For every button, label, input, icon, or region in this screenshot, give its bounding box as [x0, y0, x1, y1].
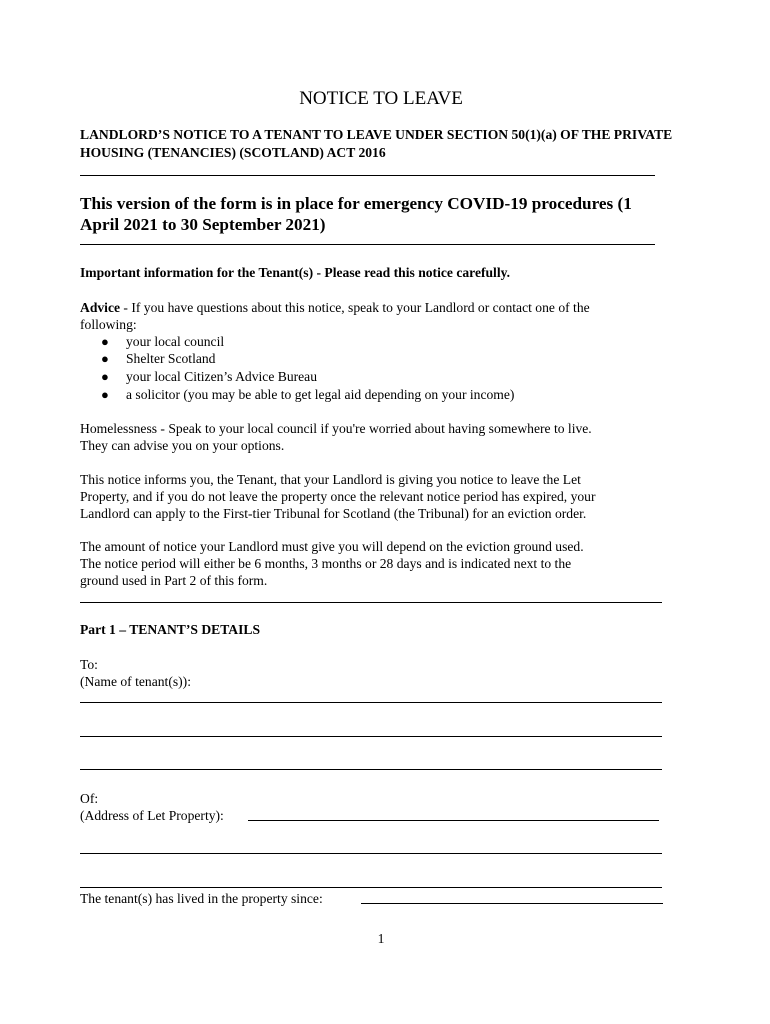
advice-text: - If you have questions about this notice, speak to your Landlord or contact one of the: [120, 300, 590, 315]
tenant-name-line[interactable]: [80, 736, 662, 737]
bullet-icon: ●: [101, 369, 109, 384]
bullet-icon: ●: [101, 334, 109, 349]
bullet-icon: ●: [101, 351, 109, 366]
advice-line: following:: [80, 317, 137, 333]
advice-list-item: your local council: [126, 334, 225, 349]
page-number: 1: [377, 931, 385, 946]
divider: [80, 244, 655, 245]
act-subheading: LANDLORD’S NOTICE TO A TENANT TO LEAVE UNDER SECTION 50(1)(a) OF THE PRIVATE HOUSING (TENANCIES) (SCOTLAND) ACT 2016: [80, 127, 673, 160]
advice-label: Advice: [80, 300, 121, 315]
notice-amount-paragraph: [80, 538, 680, 590]
part1-heading: Part 1 – TENANT’S DETAILS: [80, 622, 261, 637]
tenant-name-line[interactable]: [80, 702, 662, 703]
paragraph-line: Landlord can apply to the First-tier Tribunal for Scotland (the Tribunal) for an eviction order.: [80, 506, 587, 522]
paragraph-line: Property, and if you do not leave the property once the relevant notice period has expired, your: [80, 489, 596, 505]
advice-list-item: Shelter Scotland: [126, 351, 216, 366]
advice-line: [80, 299, 680, 316]
paragraph-line: They can advise you on your options.: [80, 438, 285, 454]
address-line[interactable]: [248, 820, 659, 821]
advice-list-item: a solicitor (you may be able to get legal aid depending on your income): [126, 387, 515, 402]
tenant-name-label: (Name of tenant(s)):: [80, 674, 191, 689]
homelessness-paragraph: [80, 420, 680, 454]
paragraph-line: ground used in Part 2 of this form.: [80, 573, 268, 589]
covid-notice: [80, 193, 680, 235]
notice-info-paragraph: [80, 471, 680, 523]
paragraph-line: The amount of notice your Landlord must give you will depend on the eviction ground used.: [80, 539, 584, 554]
to-label: To:: [80, 657, 98, 672]
advice-list-item: your local Citizen’s Advice Bureau: [126, 369, 318, 384]
paragraph-line: This notice informs you, the Tenant, that your Landlord is giving you notice to leave the Let: [80, 472, 581, 487]
address-line[interactable]: [80, 887, 662, 888]
address-label: (Address of Let Property):: [80, 808, 224, 823]
divider: [80, 175, 655, 176]
paragraph-line: The notice period will either be 6 months, 3 months or 28 days and is indicated next to the: [80, 556, 572, 572]
tenant-name-line[interactable]: [80, 769, 662, 770]
lived-since-label: The tenant(s) has lived in the property since:: [80, 891, 323, 906]
lived-since-line[interactable]: [361, 903, 663, 904]
covid-notice-line: April 2021 to 30 September 2021): [80, 215, 326, 234]
bullet-icon: ●: [101, 387, 109, 402]
paragraph-line: Homelessness - Speak to your local council if you're worried about having somewhere to live.: [80, 421, 592, 436]
important-info-heading: Important information for the Tenant(s) - Please read this notice carefully.: [80, 265, 511, 280]
advice-paragraph: [80, 299, 680, 333]
of-label: Of:: [80, 791, 99, 806]
divider: [80, 602, 662, 603]
page-title: NOTICE TO LEAVE: [299, 88, 463, 109]
address-line[interactable]: [80, 853, 662, 854]
covid-notice-line: This version of the form is in place for emergency COVID-19 procedures (1: [80, 194, 632, 213]
